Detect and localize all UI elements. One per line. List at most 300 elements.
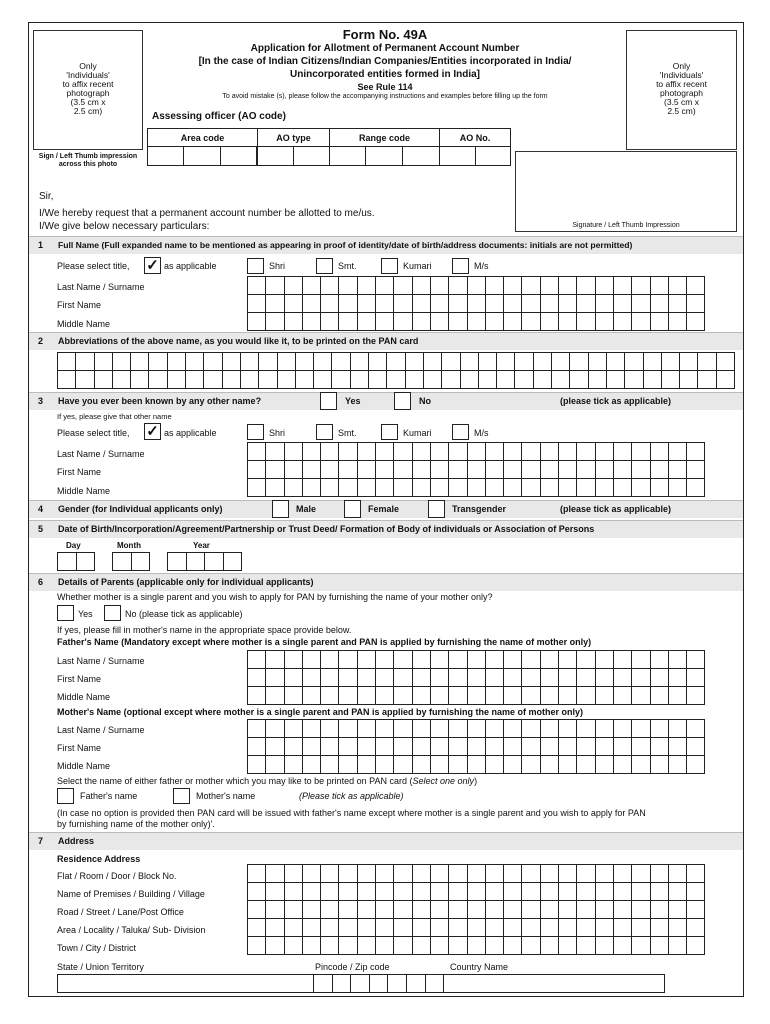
- char-box[interactable]: [130, 352, 149, 371]
- char-box[interactable]: [551, 370, 570, 389]
- char-box[interactable]: [588, 352, 607, 371]
- s6-mother-first-boxes[interactable]: [247, 737, 705, 756]
- char-box[interactable]: [412, 460, 431, 479]
- char-box[interactable]: [430, 668, 449, 687]
- char-box[interactable]: [569, 370, 588, 389]
- char-box[interactable]: [448, 460, 467, 479]
- char-box[interactable]: [430, 650, 449, 669]
- char-box[interactable]: [247, 478, 266, 497]
- char-box[interactable]: [430, 312, 449, 331]
- char-box[interactable]: [467, 918, 486, 937]
- char-box[interactable]: [357, 442, 376, 461]
- char-box[interactable]: [412, 864, 431, 883]
- char-box[interactable]: [320, 460, 339, 479]
- char-box[interactable]: [284, 686, 303, 705]
- char-box[interactable]: [112, 352, 131, 371]
- char-box[interactable]: [369, 974, 389, 993]
- s1-ms-checkbox[interactable]: [452, 258, 469, 274]
- char-box[interactable]: [302, 918, 321, 937]
- char-box[interactable]: [595, 460, 614, 479]
- char-box[interactable]: [613, 737, 632, 756]
- char-box[interactable]: [558, 668, 577, 687]
- char-box[interactable]: [576, 936, 595, 955]
- char-box[interactable]: [668, 312, 687, 331]
- char-box[interactable]: [668, 936, 687, 955]
- char-box[interactable]: [595, 650, 614, 669]
- char-box[interactable]: [223, 552, 243, 571]
- char-box[interactable]: [697, 352, 716, 371]
- char-box[interactable]: [375, 442, 394, 461]
- char-box[interactable]: [650, 900, 669, 919]
- char-box[interactable]: [503, 900, 522, 919]
- signature-box[interactable]: [515, 151, 737, 232]
- char-box[interactable]: [441, 352, 460, 371]
- char-box[interactable]: [540, 650, 559, 669]
- char-box[interactable]: [540, 882, 559, 901]
- char-box[interactable]: [686, 755, 705, 774]
- char-box[interactable]: [302, 737, 321, 756]
- s6-father-middle-boxes[interactable]: [247, 686, 705, 705]
- char-box[interactable]: [247, 294, 266, 313]
- char-box[interactable]: [265, 312, 284, 331]
- char-box[interactable]: [503, 686, 522, 705]
- char-box[interactable]: [204, 552, 224, 571]
- s1-smt-checkbox[interactable]: [316, 258, 333, 274]
- char-box[interactable]: [540, 900, 559, 919]
- char-box[interactable]: [503, 294, 522, 313]
- char-box[interactable]: [387, 974, 407, 993]
- char-box[interactable]: [130, 370, 149, 389]
- char-box[interactable]: [76, 552, 96, 571]
- char-box[interactable]: [613, 900, 632, 919]
- char-box[interactable]: [247, 737, 266, 756]
- char-box[interactable]: [668, 294, 687, 313]
- char-box[interactable]: [284, 668, 303, 687]
- char-box[interactable]: [558, 460, 577, 479]
- char-box[interactable]: [540, 864, 559, 883]
- char-box[interactable]: [412, 900, 431, 919]
- char-box[interactable]: [613, 918, 632, 937]
- char-box[interactable]: [186, 552, 206, 571]
- char-box[interactable]: [467, 936, 486, 955]
- char-box[interactable]: [448, 737, 467, 756]
- char-box[interactable]: [430, 882, 449, 901]
- char-box[interactable]: [375, 294, 394, 313]
- char-box[interactable]: [503, 882, 522, 901]
- char-box[interactable]: [686, 276, 705, 295]
- s4-female-checkbox[interactable]: [344, 500, 361, 518]
- char-box[interactable]: [540, 918, 559, 937]
- char-box[interactable]: [521, 650, 540, 669]
- char-box[interactable]: [467, 312, 486, 331]
- char-box[interactable]: [284, 442, 303, 461]
- char-box[interactable]: [521, 442, 540, 461]
- char-box[interactable]: [650, 442, 669, 461]
- char-box[interactable]: [302, 294, 321, 313]
- char-box[interactable]: [521, 900, 540, 919]
- char-box[interactable]: [558, 755, 577, 774]
- s3-ms-checkbox[interactable]: [452, 424, 469, 440]
- char-box[interactable]: [613, 276, 632, 295]
- char-box[interactable]: [485, 918, 504, 937]
- char-box[interactable]: [302, 882, 321, 901]
- char-box[interactable]: [412, 936, 431, 955]
- char-box[interactable]: [521, 936, 540, 955]
- ao-no-boxes[interactable]: [439, 146, 511, 166]
- char-box[interactable]: [393, 882, 412, 901]
- char-box[interactable]: [551, 352, 570, 371]
- char-box[interactable]: [393, 737, 412, 756]
- char-box[interactable]: [595, 294, 614, 313]
- char-box[interactable]: [514, 370, 533, 389]
- char-box[interactable]: [302, 900, 321, 919]
- char-box[interactable]: [265, 686, 284, 705]
- char-box[interactable]: [247, 442, 266, 461]
- char-box[interactable]: [576, 276, 595, 295]
- char-box[interactable]: [406, 974, 426, 993]
- char-box[interactable]: [386, 352, 405, 371]
- char-box[interactable]: [284, 719, 303, 738]
- s2-abbreviation-boxes-1[interactable]: [57, 352, 735, 371]
- char-box[interactable]: [302, 719, 321, 738]
- char-box[interactable]: [320, 668, 339, 687]
- s1-shri-checkbox[interactable]: [247, 258, 264, 274]
- char-box[interactable]: [460, 370, 479, 389]
- char-box[interactable]: [185, 370, 204, 389]
- char-box[interactable]: [576, 864, 595, 883]
- char-box[interactable]: [265, 442, 284, 461]
- char-box[interactable]: [57, 552, 77, 571]
- char-box[interactable]: [558, 650, 577, 669]
- char-box[interactable]: [697, 370, 716, 389]
- char-box[interactable]: [521, 668, 540, 687]
- char-box[interactable]: [412, 668, 431, 687]
- char-box[interactable]: [606, 352, 625, 371]
- char-box[interactable]: [148, 370, 167, 389]
- char-box[interactable]: [540, 755, 559, 774]
- s6-father-last-boxes[interactable]: [247, 650, 705, 669]
- char-box[interactable]: [412, 276, 431, 295]
- char-box[interactable]: [503, 442, 522, 461]
- char-box[interactable]: [302, 936, 321, 955]
- char-box[interactable]: [448, 936, 467, 955]
- char-box[interactable]: [338, 668, 357, 687]
- char-box[interactable]: [448, 900, 467, 919]
- char-box[interactable]: [467, 864, 486, 883]
- char-box[interactable]: [332, 974, 352, 993]
- char-box[interactable]: [631, 686, 650, 705]
- s1-kumari-checkbox[interactable]: [381, 258, 398, 274]
- char-box[interactable]: [503, 478, 522, 497]
- s7-premises-boxes[interactable]: [247, 882, 705, 901]
- char-box[interactable]: [540, 276, 559, 295]
- char-box[interactable]: [631, 276, 650, 295]
- char-box[interactable]: [375, 936, 394, 955]
- s3-smt-checkbox[interactable]: [316, 424, 333, 440]
- char-box[interactable]: [448, 668, 467, 687]
- char-box[interactable]: [412, 312, 431, 331]
- s5-month-boxes[interactable]: [112, 552, 150, 571]
- char-box[interactable]: [467, 719, 486, 738]
- char-box[interactable]: [668, 882, 687, 901]
- char-box[interactable]: [247, 312, 266, 331]
- char-box[interactable]: [558, 294, 577, 313]
- char-box[interactable]: [302, 686, 321, 705]
- char-box[interactable]: [478, 352, 497, 371]
- char-box[interactable]: [320, 442, 339, 461]
- char-box[interactable]: [203, 370, 222, 389]
- s6-no-checkbox[interactable]: [104, 605, 121, 621]
- char-box[interactable]: [320, 882, 339, 901]
- char-box[interactable]: [485, 936, 504, 955]
- char-box[interactable]: [320, 918, 339, 937]
- char-box[interactable]: [624, 352, 643, 371]
- char-box[interactable]: [412, 737, 431, 756]
- char-box[interactable]: [576, 737, 595, 756]
- char-box[interactable]: [613, 460, 632, 479]
- char-box[interactable]: [265, 460, 284, 479]
- char-box[interactable]: [595, 668, 614, 687]
- char-box[interactable]: [503, 719, 522, 738]
- char-box[interactable]: [467, 442, 486, 461]
- char-box[interactable]: [320, 478, 339, 497]
- char-box[interactable]: [631, 755, 650, 774]
- char-box[interactable]: [302, 276, 321, 295]
- char-box[interactable]: [265, 864, 284, 883]
- char-box[interactable]: [247, 936, 266, 955]
- char-box[interactable]: [57, 352, 76, 371]
- char-box[interactable]: [430, 442, 449, 461]
- char-box[interactable]: [485, 442, 504, 461]
- char-box[interactable]: [258, 370, 277, 389]
- char-box[interactable]: [467, 650, 486, 669]
- char-box[interactable]: [430, 276, 449, 295]
- char-box[interactable]: [338, 478, 357, 497]
- ao-range-code-boxes[interactable]: [329, 146, 440, 166]
- char-box[interactable]: [240, 352, 259, 371]
- char-box[interactable]: [357, 478, 376, 497]
- char-box[interactable]: [265, 737, 284, 756]
- char-box[interactable]: [540, 668, 559, 687]
- char-box[interactable]: [558, 737, 577, 756]
- char-box[interactable]: [357, 668, 376, 687]
- char-box[interactable]: [503, 936, 522, 955]
- char-box[interactable]: [357, 882, 376, 901]
- char-box[interactable]: [331, 370, 350, 389]
- char-box[interactable]: [302, 864, 321, 883]
- char-box[interactable]: [613, 755, 632, 774]
- s7-area-boxes[interactable]: [247, 918, 705, 937]
- char-box[interactable]: [595, 719, 614, 738]
- char-box[interactable]: [320, 650, 339, 669]
- char-box[interactable]: [412, 686, 431, 705]
- char-box[interactable]: [521, 294, 540, 313]
- char-box[interactable]: [588, 370, 607, 389]
- char-box[interactable]: [430, 900, 449, 919]
- char-box[interactable]: [631, 312, 650, 331]
- char-box[interactable]: [295, 370, 314, 389]
- char-box[interactable]: [357, 719, 376, 738]
- char-box[interactable]: [313, 370, 332, 389]
- char-box[interactable]: [467, 460, 486, 479]
- char-box[interactable]: [375, 650, 394, 669]
- char-box[interactable]: [631, 882, 650, 901]
- char-box[interactable]: [521, 478, 540, 497]
- char-box[interactable]: [668, 755, 687, 774]
- char-box[interactable]: [412, 650, 431, 669]
- s4-male-checkbox[interactable]: [272, 500, 289, 518]
- char-box[interactable]: [375, 918, 394, 937]
- char-box[interactable]: [393, 936, 412, 955]
- char-box[interactable]: [284, 882, 303, 901]
- char-box[interactable]: [606, 370, 625, 389]
- char-box[interactable]: [467, 276, 486, 295]
- char-box[interactable]: [284, 460, 303, 479]
- char-box[interactable]: [595, 276, 614, 295]
- char-box[interactable]: [112, 370, 131, 389]
- char-box[interactable]: [94, 352, 113, 371]
- char-box[interactable]: [430, 737, 449, 756]
- char-box[interactable]: [576, 650, 595, 669]
- char-box[interactable]: [467, 668, 486, 687]
- s3-yes-checkbox[interactable]: [320, 392, 337, 410]
- char-box[interactable]: [485, 312, 504, 331]
- char-box[interactable]: [247, 650, 266, 669]
- char-box[interactable]: [185, 352, 204, 371]
- char-box[interactable]: [448, 294, 467, 313]
- char-box[interactable]: [503, 668, 522, 687]
- char-box[interactable]: [558, 900, 577, 919]
- char-box[interactable]: [375, 312, 394, 331]
- char-box[interactable]: [448, 650, 467, 669]
- char-box[interactable]: [540, 719, 559, 738]
- char-box[interactable]: [521, 864, 540, 883]
- char-box[interactable]: [320, 900, 339, 919]
- char-box[interactable]: [247, 460, 266, 479]
- char-box[interactable]: [650, 294, 669, 313]
- char-box[interactable]: [430, 294, 449, 313]
- s6-father-first-boxes[interactable]: [247, 668, 705, 687]
- char-box[interactable]: [686, 294, 705, 313]
- char-box[interactable]: [265, 900, 284, 919]
- char-box[interactable]: [558, 276, 577, 295]
- char-box[interactable]: [350, 370, 369, 389]
- s6-mother-name-checkbox[interactable]: [173, 788, 190, 804]
- char-box[interactable]: [576, 882, 595, 901]
- char-box[interactable]: [423, 370, 442, 389]
- char-box[interactable]: [485, 882, 504, 901]
- char-box[interactable]: [375, 276, 394, 295]
- char-box[interactable]: [430, 460, 449, 479]
- char-box[interactable]: [521, 882, 540, 901]
- char-box[interactable]: [448, 882, 467, 901]
- char-box[interactable]: [595, 864, 614, 883]
- char-box[interactable]: [540, 737, 559, 756]
- char-box[interactable]: [338, 276, 357, 295]
- char-box[interactable]: [686, 719, 705, 738]
- char-box[interactable]: [485, 755, 504, 774]
- char-box[interactable]: [576, 686, 595, 705]
- s1-middle-name-boxes[interactable]: [247, 312, 705, 331]
- char-box[interactable]: [247, 276, 266, 295]
- char-box[interactable]: [558, 442, 577, 461]
- char-box[interactable]: [338, 737, 357, 756]
- char-box[interactable]: [357, 755, 376, 774]
- char-box[interactable]: [284, 755, 303, 774]
- char-box[interactable]: [222, 370, 241, 389]
- char-box[interactable]: [302, 312, 321, 331]
- char-box[interactable]: [558, 864, 577, 883]
- char-box[interactable]: [485, 668, 504, 687]
- char-box[interactable]: [247, 864, 266, 883]
- char-box[interactable]: [357, 650, 376, 669]
- char-box[interactable]: [412, 478, 431, 497]
- char-box[interactable]: [448, 686, 467, 705]
- char-box[interactable]: [540, 478, 559, 497]
- char-box[interactable]: [265, 755, 284, 774]
- char-box[interactable]: [613, 864, 632, 883]
- char-box[interactable]: [503, 737, 522, 756]
- char-box[interactable]: [375, 882, 394, 901]
- char-box[interactable]: [650, 686, 669, 705]
- char-box[interactable]: [569, 352, 588, 371]
- char-box[interactable]: [485, 460, 504, 479]
- char-box[interactable]: [284, 737, 303, 756]
- char-box[interactable]: [265, 719, 284, 738]
- char-box[interactable]: [613, 650, 632, 669]
- char-box[interactable]: [247, 918, 266, 937]
- s7-state-field[interactable]: [57, 974, 314, 993]
- char-box[interactable]: [320, 294, 339, 313]
- char-box[interactable]: [265, 294, 284, 313]
- char-box[interactable]: [576, 312, 595, 331]
- char-box[interactable]: [521, 719, 540, 738]
- char-box[interactable]: [558, 719, 577, 738]
- s7-town-boxes[interactable]: [247, 936, 705, 955]
- char-box[interactable]: [405, 370, 424, 389]
- char-box[interactable]: [375, 900, 394, 919]
- char-box[interactable]: [203, 352, 222, 371]
- char-box[interactable]: [485, 294, 504, 313]
- s3-no-checkbox[interactable]: [394, 392, 411, 410]
- char-box[interactable]: [448, 864, 467, 883]
- char-box[interactable]: [375, 686, 394, 705]
- char-box[interactable]: [631, 460, 650, 479]
- char-box[interactable]: [393, 650, 412, 669]
- char-box[interactable]: [405, 352, 424, 371]
- char-box[interactable]: [686, 864, 705, 883]
- char-box[interactable]: [393, 478, 412, 497]
- char-box[interactable]: [613, 312, 632, 331]
- char-box[interactable]: [668, 719, 687, 738]
- char-box[interactable]: [448, 478, 467, 497]
- char-box[interactable]: [302, 755, 321, 774]
- char-box[interactable]: [320, 864, 339, 883]
- char-box[interactable]: [576, 478, 595, 497]
- char-box[interactable]: [368, 352, 387, 371]
- char-box[interactable]: [393, 668, 412, 687]
- char-box[interactable]: [338, 686, 357, 705]
- char-box[interactable]: [668, 668, 687, 687]
- s5-year-boxes[interactable]: [167, 552, 242, 571]
- char-box[interactable]: [448, 755, 467, 774]
- char-box[interactable]: [430, 918, 449, 937]
- char-box[interactable]: [613, 686, 632, 705]
- char-box[interactable]: [338, 312, 357, 331]
- char-box[interactable]: [393, 460, 412, 479]
- char-box[interactable]: [350, 974, 370, 993]
- char-box[interactable]: [650, 936, 669, 955]
